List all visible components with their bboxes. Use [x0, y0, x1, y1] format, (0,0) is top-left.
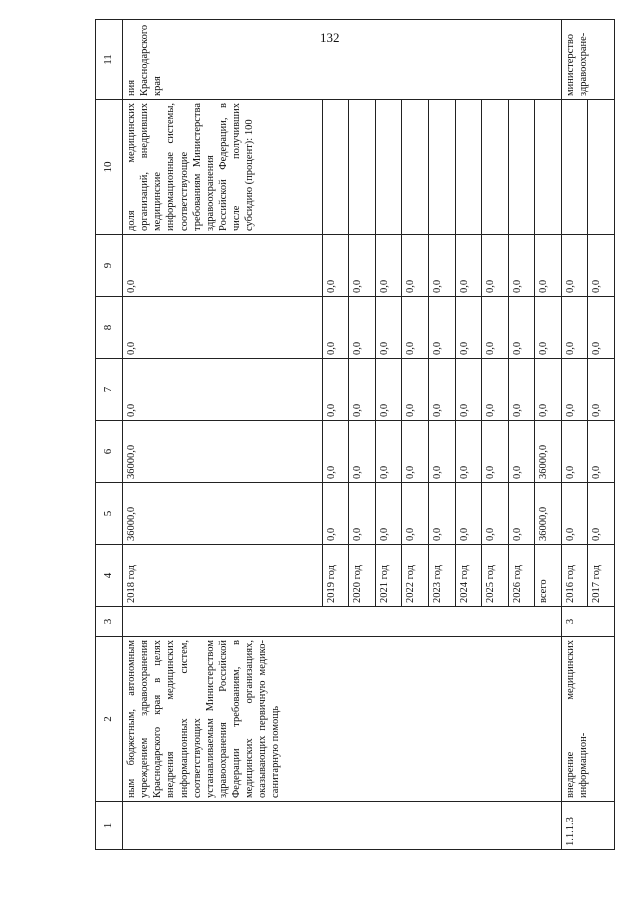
value-cell: 0,0 — [588, 421, 615, 483]
header-row — [96, 20, 123, 850]
empty-cell — [402, 100, 429, 235]
value-cell: 0,0 — [375, 421, 402, 483]
value-cell: 0,0 — [482, 483, 509, 545]
value-cell: 0,0 — [561, 483, 588, 545]
value-cell: 0,0 — [535, 297, 562, 359]
page-number: 132 — [320, 30, 340, 45]
header-cell: 4 — [96, 545, 123, 607]
header-cell: 11 — [96, 20, 123, 100]
header-cell: 6 — [96, 421, 123, 483]
empty-cell — [455, 100, 482, 235]
measure-name-cell: ным бюджетным, автономным учреждением здравоохранения Краснодарского края в целях внедрения медицинских информационных систем, соответствующих устанавливаемым Министерством здравоохранения Российской Федерации требованиям, в медицинских организациях, оказывающих первичную медико-санитарную помощь — [123, 637, 562, 802]
value-cell: 0,0 — [455, 297, 482, 359]
value-cell: 0,0 — [375, 483, 402, 545]
executor-cell: министерство здравоохране- — [561, 20, 614, 100]
value-cell: 0,0 — [123, 235, 323, 297]
value-cell: 0,0 — [375, 359, 402, 421]
value-cell: 0,0 — [561, 235, 588, 297]
value-cell: 0,0 — [482, 297, 509, 359]
year-cell: 2016 год — [561, 545, 588, 607]
value-cell: 0,0 — [508, 421, 535, 483]
table-row — [561, 20, 588, 850]
value-cell: 0,0 — [588, 235, 615, 297]
value-cell: 0,0 — [322, 421, 349, 483]
empty-cell — [508, 100, 535, 235]
value-cell: 0,0 — [375, 297, 402, 359]
value-cell: 0,0 — [402, 235, 429, 297]
value-cell: 0,0 — [561, 359, 588, 421]
value-cell: 0,0 — [322, 483, 349, 545]
value-cell: 0,0 — [123, 359, 323, 421]
empty-cell — [561, 100, 588, 235]
header-cell: 5 — [96, 483, 123, 545]
year-cell: 2023 год — [428, 545, 455, 607]
year-cell: 2025 год — [482, 545, 509, 607]
value-cell: 0,0 — [455, 359, 482, 421]
value-cell: 0,0 — [349, 235, 376, 297]
value-cell: 0,0 — [123, 297, 323, 359]
code-cell: 1.1.1.3 — [561, 802, 614, 850]
header-cell: 3 — [96, 607, 123, 637]
value-cell: 0,0 — [375, 235, 402, 297]
value-cell: 0,0 — [428, 359, 455, 421]
year-cell: 2024 год — [455, 545, 482, 607]
value-cell: 0,0 — [428, 297, 455, 359]
empty-cell — [535, 100, 562, 235]
value-cell: 0,0 — [561, 297, 588, 359]
value-cell: 0,0 — [402, 421, 429, 483]
total-label-cell: всего — [535, 545, 562, 607]
value-cell: 0,0 — [482, 421, 509, 483]
value-cell: 0,0 — [508, 359, 535, 421]
value-cell: 36000,0 — [535, 421, 562, 483]
empty-cell — [349, 100, 376, 235]
header-cell: 1 — [96, 802, 123, 850]
value-cell: 0,0 — [428, 235, 455, 297]
code-cell — [123, 802, 562, 850]
value-cell: 0,0 — [402, 483, 429, 545]
value-cell: 0,0 — [535, 235, 562, 297]
value-cell: 0,0 — [508, 235, 535, 297]
value-cell: 0,0 — [535, 359, 562, 421]
year-cell: 2022 год — [402, 545, 429, 607]
status-cell: 3 — [561, 607, 614, 637]
value-cell: 0,0 — [588, 297, 615, 359]
value-cell: 0,0 — [588, 483, 615, 545]
value-cell: 36000,0 — [535, 483, 562, 545]
value-cell: 36000,0 — [123, 483, 323, 545]
year-cell: 2019 год — [322, 545, 349, 607]
value-cell: 0,0 — [508, 483, 535, 545]
value-cell: 0,0 — [349, 421, 376, 483]
year-cell: 2018 год — [123, 545, 323, 607]
value-cell: 0,0 — [455, 483, 482, 545]
table-row — [123, 20, 323, 850]
header-cell: 8 — [96, 297, 123, 359]
empty-cell — [482, 100, 509, 235]
value-cell: 0,0 — [482, 359, 509, 421]
header-cell: 10 — [96, 100, 123, 235]
executor-cell: ния Краснодарского края — [123, 20, 562, 100]
value-cell: 0,0 — [349, 297, 376, 359]
value-cell: 0,0 — [349, 483, 376, 545]
value-cell: 0,0 — [349, 359, 376, 421]
value-cell: 0,0 — [428, 483, 455, 545]
empty-cell — [375, 100, 402, 235]
year-cell: 2020 год — [349, 545, 376, 607]
header-cell: 7 — [96, 359, 123, 421]
value-cell: 0,0 — [428, 421, 455, 483]
header-cell: 2 — [96, 637, 123, 802]
empty-cell — [322, 100, 349, 235]
value-cell: 0,0 — [455, 235, 482, 297]
value-cell: 0,0 — [322, 297, 349, 359]
year-cell: 2017 год — [588, 545, 615, 607]
value-cell: 0,0 — [508, 297, 535, 359]
measure-name-cell: внедрение медицинских информацион- — [561, 637, 614, 802]
value-cell: 0,0 — [588, 359, 615, 421]
empty-cell — [428, 100, 455, 235]
value-cell: 0,0 — [322, 235, 349, 297]
header-cell: 9 — [96, 235, 123, 297]
year-cell: 2026 год — [508, 545, 535, 607]
value-cell: 0,0 — [455, 421, 482, 483]
value-cell: 0,0 — [402, 297, 429, 359]
value-cell: 0,0 — [561, 421, 588, 483]
indicator-cell: доля медицинских организаций, внедривших медицинские информационные системы, соответствующие требованиям Министерства здравоохранения Российской Федерации, в числе получивших субсидию (процент): 100 — [123, 100, 323, 235]
empty-cell — [588, 100, 615, 235]
year-cell: 2021 год — [375, 545, 402, 607]
value-cell: 36000,0 — [123, 421, 323, 483]
value-cell: 0,0 — [402, 359, 429, 421]
program-table — [95, 19, 615, 850]
value-cell: 0,0 — [322, 359, 349, 421]
value-cell: 0,0 — [482, 235, 509, 297]
status-cell — [123, 607, 562, 637]
